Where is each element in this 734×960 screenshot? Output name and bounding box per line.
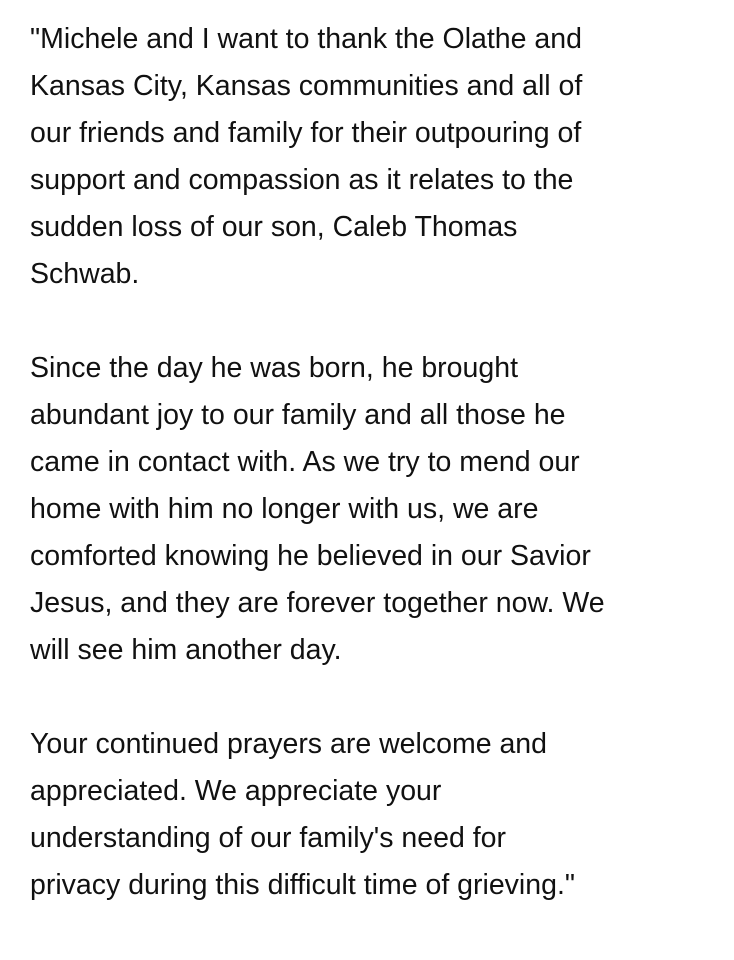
text-line: support and compassion as it relates to the xyxy=(30,164,574,196)
text-line: sudden loss of our son, Caleb Thomas xyxy=(30,211,518,243)
paragraph-prayers xyxy=(30,721,720,909)
text-line: privacy during this difficult time of grieving." xyxy=(30,869,575,901)
text-line: Kansas City, Kansas communities and all of xyxy=(30,70,583,102)
paragraph-joy xyxy=(30,345,720,674)
statement-text xyxy=(30,16,720,909)
text-line: Schwab. xyxy=(30,258,140,290)
text-line: will see him another day. xyxy=(30,634,342,666)
text-line: abundant joy to our family and all those he xyxy=(30,399,566,431)
text-line: comforted knowing he believed in our Savior xyxy=(30,540,591,572)
text-line: Since the day he was born, he brought xyxy=(30,352,518,384)
text-line: Jesus, and they are forever together now. We xyxy=(30,587,605,619)
text-line: appreciated. We appreciate your xyxy=(30,775,442,807)
text-line: came in contact with. As we try to mend our xyxy=(30,446,580,478)
text-line: "Michele and I want to thank the Olathe and xyxy=(30,23,582,55)
paragraph-thanks xyxy=(30,16,720,298)
text-line: our friends and family for their outpouring of xyxy=(30,117,582,149)
text-line: home with him no longer with us, we are xyxy=(30,493,539,525)
text-line: understanding of our family's need for xyxy=(30,822,506,854)
text-line: Your continued prayers are welcome and xyxy=(30,728,548,760)
